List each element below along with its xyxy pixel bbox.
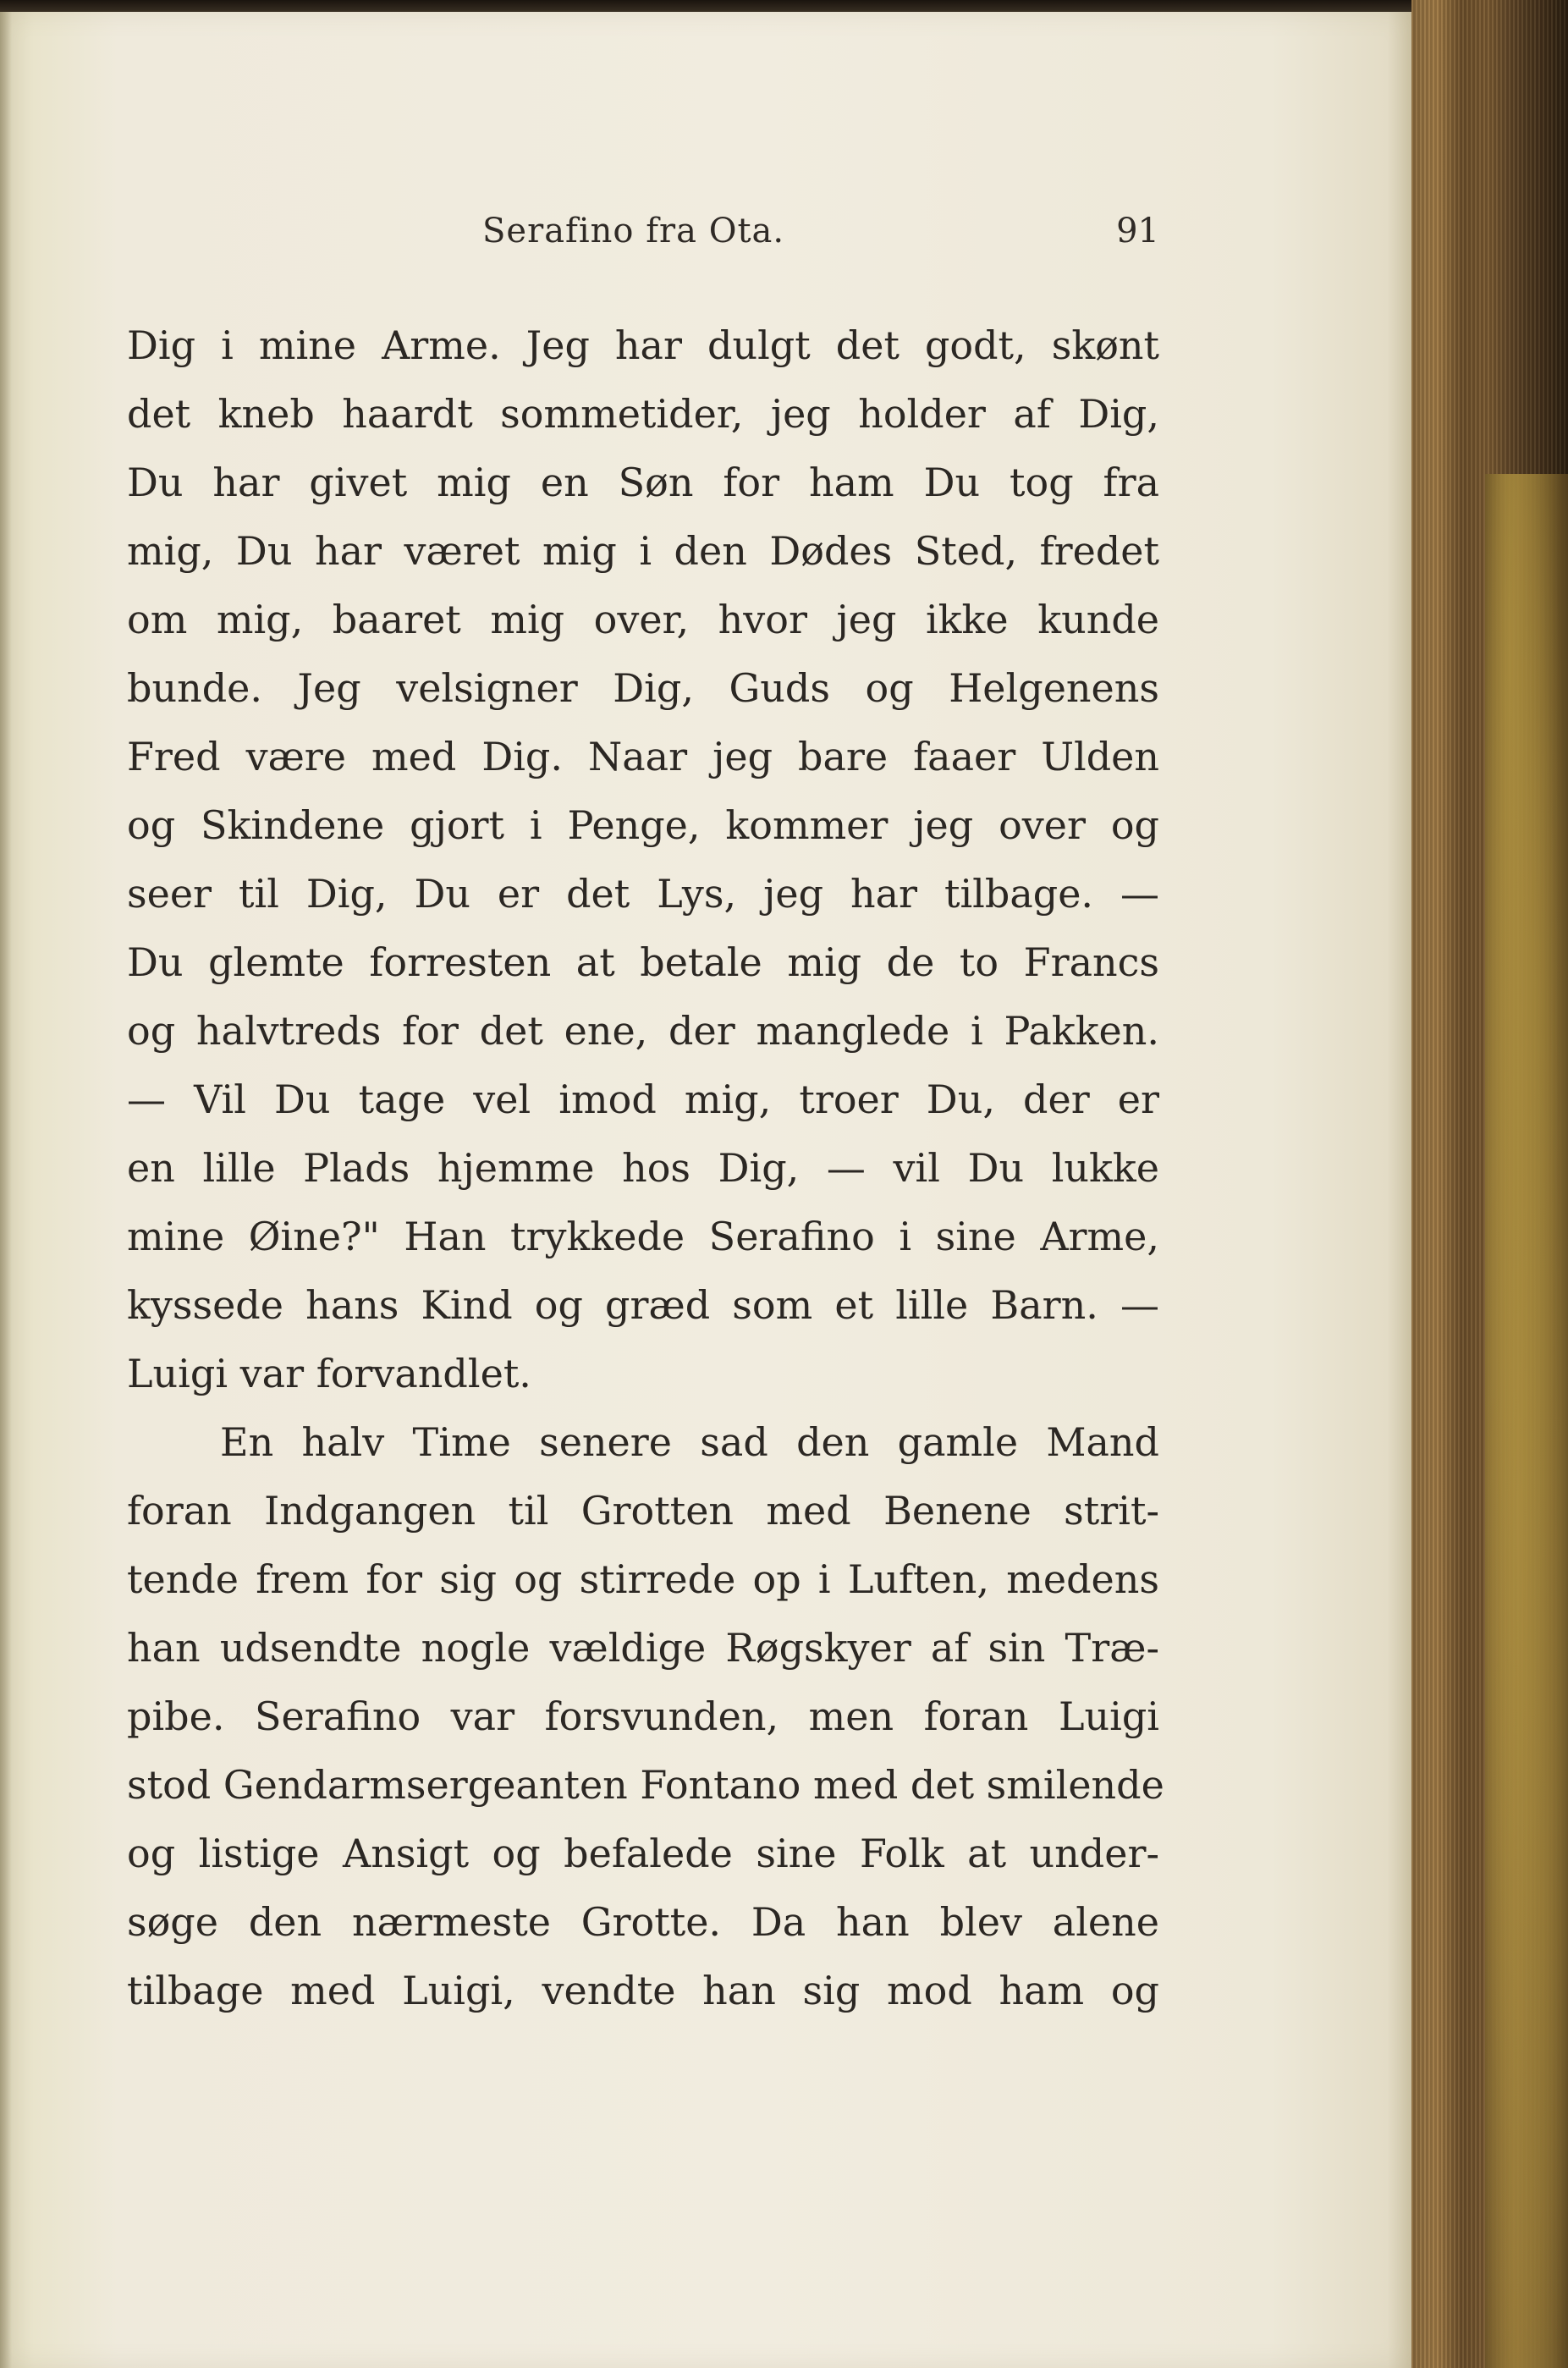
text-line: og listige Ansigt og befalede sine Folk at under- <box>127 1831 1159 1876</box>
text-line: Du har givet mig en Søn for ham Du tog fra <box>127 460 1159 505</box>
text-line: seer til Dig, Du er det Lys, jeg har tilbage. — <box>127 871 1159 917</box>
text-line: han udsendte nogle vældige Røgskyer af sin Træ- <box>127 1625 1159 1671</box>
page-number: 91 <box>1116 212 1159 251</box>
text-line: og Skindene gjort i Penge, kommer jeg over og <box>127 802 1159 848</box>
text-line-paragraph-start: En halv Time senere sad den gamle Mand <box>220 1419 1159 1465</box>
text-line: foran Indgangen til Grotten med Benene strit- <box>127 1488 1159 1534</box>
text-line: — Vil Du tage vel imod mig, troer Du, der er <box>127 1077 1159 1122</box>
text-line: en lille Plads hjemme hos Dig, — vil Du lukke <box>127 1145 1159 1191</box>
text-line: bunde. Jeg velsigner Dig, Guds og Helgenens <box>127 665 1159 711</box>
text-line: stod Gendarmsergeanten Fontano med det smilende <box>127 1762 1164 1808</box>
page-header <box>127 212 1159 262</box>
text-line: Fred være med Dig. Naar jeg bare faaer Ulden <box>127 734 1159 779</box>
body-text <box>127 311 1164 2025</box>
text-line: Du glemte forresten at betale mig de to Francs <box>127 939 1159 985</box>
text-line: Dig i mine Arme. Jeg har dulgt det godt, skønt <box>127 322 1159 368</box>
text-line: det kneb haardt sommetider, jeg holder af Dig, <box>127 391 1159 437</box>
text-line: søge den nærmeste Grotte. Da han blev alene <box>127 1899 1159 1945</box>
text-line: mine Øine?" Han trykkede Serafino i sine Arme, <box>127 1214 1159 1259</box>
text-line: om mig, baaret mig over, hvor jeg ikke kunde <box>127 597 1159 642</box>
text-line: tende frem for sig og stirrede op i Luften, medens <box>127 1556 1159 1602</box>
text-line: tilbage med Luigi, vendte han sig mod ham og <box>127 1968 1159 2013</box>
text-line: mig, Du har været mig i den Dødes Sted, fredet <box>127 528 1159 574</box>
text-line: pibe. Serafino var forsvunden, men foran Luigi <box>127 1693 1159 1739</box>
text-line: Luigi var forvandlet. <box>127 1351 531 1396</box>
marbled-cover-edge <box>1485 474 1568 2368</box>
text-line: og halvtreds for det ene, der manglede i Pakken. <box>127 1008 1159 1054</box>
gutter-shadow <box>0 12 12 2368</box>
running-title: Serafino fra Ota. <box>482 212 785 251</box>
text-line: kyssede hans Kind og græd som et lille Barn. — <box>127 1282 1159 1328</box>
